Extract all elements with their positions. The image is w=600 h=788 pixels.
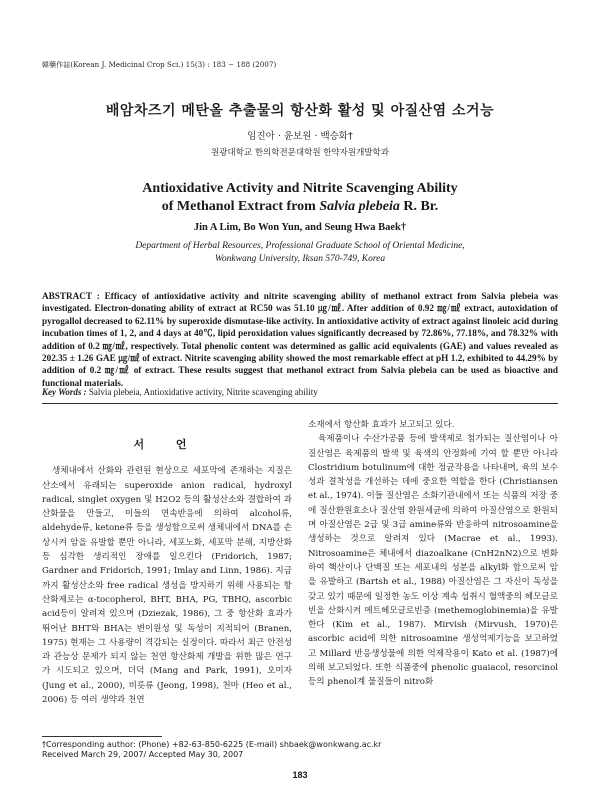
- affiliation-english: [0, 240, 600, 266]
- authors-english: Jin A Lim, Bo Won Yun, and Seung Hwa Baek†: [193, 222, 407, 233]
- title-english-line1: Antioxidative Activity and Nitrite Scavenging Ability: [142, 181, 458, 196]
- title-english: [0, 180, 600, 216]
- body-paragraph: 육제품이나 수산가공품 등에 발색제로 첨가되는 질산염이나 아질산염은 육제품의 발색 및 육색의 안정화에 기여 할 뿐만 아니라 Clostridium botulinum에 대한 정균작용을 나타내며, 육의 보수성과 결착성을 개선하는 데에 중요한 역할을 한다 (Christiansen et al., 1974). 이들 질산염은 소화기관내에서 또는 식품의 저장 중에 질산환원효소나 질산염 환원세균에 의하여 아질산염으로 환원되며 아질산염은 2급 및 3급 amine류와 반응하여 nitrosoamine을 생성하는 것으로 알려져 있다 (Macrae et al., 1993). Nitrosoamine은 체내에서 diazoalkane (CnH2nN2)으로 변화하여 핵산이나 단백질 또는 세포내의 성분을 alkyl화 함으로써 암을 유발하고 (Bartsh et al., 1988) 아질산염은 그 자신이 독성을 갖고 있기 때문에 일정한 농도 이상 계속 섭취시 혈액중의 헤모글로빈을 산화시켜 메트헤모글로빈증 (methemoglobinemia)을 유발한다 (Kim et al., 1987). Mirvish (Mirvush, 1970)은 ascorbic acid에 의한 nitrosoamine 생성억제기능을 보고하였고 Millard 반응생성물에 의한 억제작용이 Kato et al. (1987)에 의해 보고되었다. 또한 식품중에 phenolic guaiacol, resorcinol 등의 phenol계 물질들이 nitro화: [308, 434, 558, 688]
- affiliation-english-line2: Wonkwang University, Iksan 570-749, Korea: [214, 254, 386, 264]
- received-dates: Received March 29, 2007/ Accepted May 30, 2007: [42, 750, 244, 759]
- abstract-text: Efficacy of antioxidative activity and nitrite scavenging ability of methanol extract from Salvia plebeia was investigated. Electron-donating ability of extract at RC50 was 51.10 ㎍/㎖. After addition of 0.92 ㎎/㎖ extract, autoxidation of pyrogallol decreased to 62.11% by superoxide dismutase-like activity. In antioxidative activity of extract against linoleic acid during incubation times of 1, 2, and 4 days at 40℃, lipid peroxidation values significantly decreased by 72.86%, 77.18%, and 78.32% with addition of 0.2 ㎎/㎖, respectively. Total phenolic content was determined as gallic acid equivalents (GAE) and values revealed as 202.35 ± 1.26 GAE ㎍/㎖ of extract. Nitrite scavenging ability showed the most remarkable effect at pH 1.2, exhibited to 44.29% by addition of 0.2 ㎎/㎖ of extract. These results suggest that methanol extract from Salvia plebeia can be used as bioactive and functional materials.: [42, 291, 558, 388]
- authors-korean: 임진아 · 윤보원 · 백승화†: [247, 131, 353, 142]
- footnote: [42, 740, 381, 760]
- body-paragraph: 생체내에서 산화와 관련된 현상으로 세포막에 존재하는 지질은 산소에서 유래되는 superoxide anion radical, hydroxyl radical, singlet oxygen 및 H2O2 등의 활성산소와 결합하여 과산화물을 만들고, 이들의 연속반응에 의하여 alcohol류, aldehyde류, ketone류 등을 생성함으로써 생체내에서 DNA를 손상시켜 암을 유발할 뿐만 아니라, 세포노화, 세포막 분해, 지방산화 등 심각한 생리적인 장애를 일으킨다 (Fridorich, 1987; Gardner and Fridorich, 1991; Imlay and Linn, 1986). 지금까지 활성산소와 free radical 생성을 방지하기 위해 사용되는 항산화제로는 α-tocopherol, BHT, BHA, PG, TBHQ, ascorbic acid등이 알려져 있으며 (Dziezak, 1986), 그 중 항산화 효과가 뛰어난 BHT와 BHA는 변이원성 및 독성이 지적되어 (Branen, 1975) 현재는 그 사용량이 격감되는 실정이다. 따라서 최근 안전성과 관능상 문제가 되지 않는 천연 항산화제 개발을 위한 많은 연구가 시도되고 있으며, 더덕 (Mang and Park, 1991), 오미자 (Jung et al., 2000), 비릇류 (Jeong, 1998), 천마 (Heo et al., 2006) 등 여러 생약과 천연: [42, 466, 292, 706]
- affiliation-korean: 원광대학교 한의학전문대학원 한약자원개발학과: [211, 148, 389, 158]
- body-column-right: [308, 418, 558, 690]
- title-korean: 배암차즈기 메탄올 추출물의 항산화 활성 및 아질산염 소거능: [105, 103, 495, 119]
- section-divider: [42, 403, 558, 404]
- keywords-label: Key Words :: [42, 387, 87, 397]
- abstract-label: ABSTRACT :: [42, 291, 100, 301]
- journal-reference: 韓藥作誌(Korean J. Medicinal Crop Sci.) 15(3) : 183 − 188 (2007): [42, 61, 277, 69]
- body-paragraph: 소재에서 항산화 효과가 보고되고 있다.: [308, 420, 455, 430]
- affiliation-english-line1: Department of Herbal Resources, Professional Graduate School of Oriental Medicine,: [135, 241, 465, 251]
- title-english-line2: [0, 198, 600, 216]
- keywords: [42, 387, 558, 397]
- page-number: 183: [292, 770, 308, 780]
- keywords-text: Salvia plebeia, Antioxidative activity, Nitrite scavenging ability: [88, 387, 318, 397]
- corresponding-author: †Corresponding author: (Phone) +82-63-850-6225 (E-mail) shbaek@wonkwang.ac.kr: [42, 740, 382, 749]
- section-heading-introduction: 서 언: [133, 438, 201, 451]
- title-english-species: Salvia plebeia: [319, 199, 400, 214]
- footnote-divider: [42, 736, 162, 737]
- abstract: [42, 290, 558, 389]
- body-column-left: [42, 422, 292, 707]
- title-english-line2-post: R. Br.: [399, 199, 439, 214]
- title-english-line2-pre: of Methanol Extract from: [161, 199, 320, 214]
